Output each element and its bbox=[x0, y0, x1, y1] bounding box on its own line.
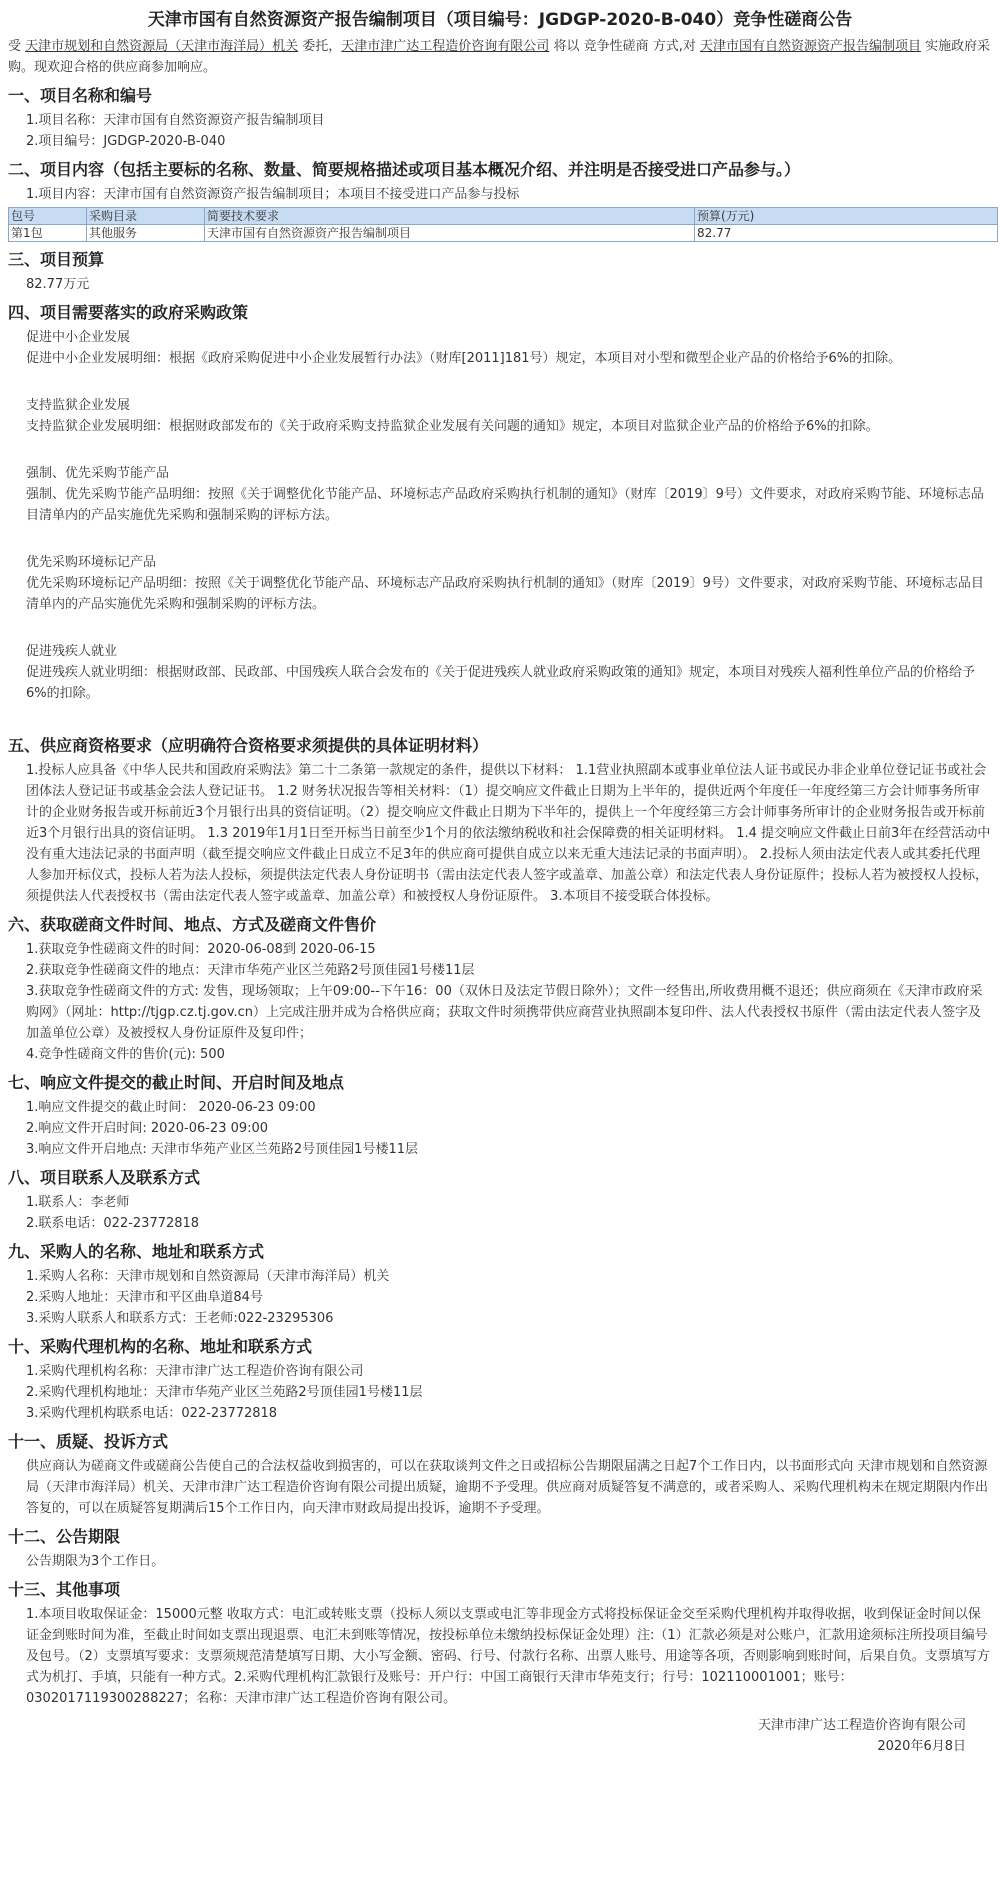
table-cell: 第1包 bbox=[9, 225, 87, 242]
table-cell: 82.77 bbox=[695, 225, 998, 242]
project-name: 1.项目名称：天津市国有自然资源资产报告编制项目 bbox=[26, 113, 325, 128]
budget-value: 82.77万元 bbox=[26, 277, 90, 292]
table-header-cell: 采购目录 bbox=[87, 208, 205, 225]
page-title: 天津市国有自然资源资产报告编制项目（项目编号：JGDGP-2020-B-040）竞争性磋商公告 bbox=[147, 10, 853, 30]
section-heading-7: 七、响应文件提交的截止时间、开启时间及地点 bbox=[8, 1073, 345, 1092]
table-header-row bbox=[9, 208, 998, 225]
project-content: 1.项目内容：天津市国有自然资源资产报告编制项目；本项目不接受进口产品参与投标 bbox=[26, 187, 520, 202]
package-table bbox=[8, 207, 998, 242]
intro-text-2: 委托， bbox=[298, 39, 342, 54]
table-cell: 天津市国有自然资源资产报告编制项目 bbox=[205, 225, 695, 242]
obtain-place: 2.获取竞争性磋商文件的地点：天津市华苑产业区兰苑路2号顶佳园1号楼11层 bbox=[26, 963, 475, 978]
policy-title: 促进中小企业发展 bbox=[26, 330, 131, 345]
section-heading-11: 十一、质疑、投诉方式 bbox=[8, 1432, 169, 1451]
intro-text-1: 受 bbox=[8, 39, 26, 54]
submit-deadline: 1.响应文件提交的截止时间： 2020-06-23 09:00 bbox=[26, 1100, 316, 1115]
policy-title: 强制、优先采购节能产品 bbox=[26, 466, 170, 481]
policy-desc: 优先采购环境标记产品明细：按照《关于调整优化节能产品、环境标志产品政府采购执行机制的通知》（财库〔2019〕9号）文件要求，对政府采购节能、环境标志品目清单内的产品实施优先采购和强制采购的评标方法。 bbox=[26, 576, 984, 612]
policy-title: 优先采购环境标记产品 bbox=[26, 555, 157, 570]
contact-phone: 2.联系电话：022-23772818 bbox=[26, 1216, 200, 1231]
obtain-method: 3.获取竞争性磋商文件的方式: 发售，现场领取；上午09:00--下午16：00（双休日及法定节假日除外）；文件一经售出,所收费用概不退还；供应商须在《天津市政府采购网》（网址：http://tjgp.cz.tj.gov.cn）上完成注册并成为合格供应商；获取文件时须携带供应商营业执照副本复印件、法人代表授权书原件（需由法定代表人签字及加盖单位公章）及被授权人身份证原件及复印件； bbox=[26, 984, 983, 1041]
section-heading-2: 二、项目内容（包括主要标的名称、数量、简要规格描述或项目基本概况介绍、并注明是否接受进口产品参与。） bbox=[8, 160, 801, 179]
policy-title: 促进残疾人就业 bbox=[26, 644, 118, 659]
agency-address: 2.采购代理机构地址：天津市华苑产业区兰苑路2号顶佳园1号楼11层 bbox=[26, 1385, 423, 1400]
section-heading-4: 四、项目需要落实的政府采购政策 bbox=[8, 303, 249, 322]
table-header-cell: 包号 bbox=[9, 208, 87, 225]
policy-desc: 强制、优先采购节能产品明细：按照《关于调整优化节能产品、环境标志产品政府采购执行机制的通知》（财库〔2019〕9号）文件要求，对政府采购节能、环境标志品目清单内的产品实施优先采购和强制采购的评标方法。 bbox=[26, 487, 984, 523]
section-heading-5: 五、供应商资格要求（应明确符合资格要求须提供的具体证明材料） bbox=[8, 736, 489, 755]
purchaser-name: 1.采购人名称：天津市规划和自然资源局（天津市海洋局）机关 bbox=[26, 1269, 390, 1284]
project-number: 2.项目编号：JGDGP-2020-B-040 bbox=[26, 134, 226, 149]
table-cell: 其他服务 bbox=[87, 225, 205, 242]
policy-desc: 促进残疾人就业明细：根据财政部、民政部、中国残疾人联合会发布的《关于促进残疾人就业政府采购政策的通知》规定，本项目对残疾人福利性单位产品的价格给予6%的扣除。 bbox=[26, 665, 976, 701]
agency-name: 1.采购代理机构名称：天津市津广达工程造价咨询有限公司 bbox=[26, 1364, 364, 1379]
open-place: 3.响应文件开启地点: 天津市华苑产业区兰苑路2号顶佳园1号楼11层 bbox=[26, 1142, 418, 1157]
table-row bbox=[9, 225, 998, 242]
purchaser-link[interactable]: 天津市规划和自然资源局（天津市海洋局）机关 bbox=[25, 39, 299, 54]
qualification-text: 1.投标人应具备《中华人民共和国政府采购法》第二十二条第一款规定的条件，提供以下材料： 1.1营业执照副本或事业单位法人证书或民办非企业单位登记证书或社会团体法人登记证书或基金会法人登记证书。 1.2 财务状况报告等相关材料：（1）提交响应文件截止日期为上半年的，提供近两个年度任一年度经第三方会计师事务所审计的企业财务报告或开标前近3个月银行出具的资信证明。（2）提交响应文件截止日期为下半年的，提供上一个年度经第三方会计师事务所审计的企业财务报告或开标前近3个月银行出具的资信证明。 1.3 2019年1月1日至开标当日前至少1个月的依法缴纳税收和社会保障费的相关证明材料。 1.4 提交响应文件截止日前3年在经营活动中没有重大违法记录的书面声明（截至提交响应文件截止日成立不足3年的供应商可提供自成立以来无重大违法记录的书面声明）。 2.投标人须由法定代表人或其委托代理人参加开标仪式，投标人若为法人投标，须提供法定代表人身份证明书（需由法定代表人签字或盖章、加盖公章）和法定代表人身份证原件；投标人若为被授权人投标，须提供法人代表授权书（需由法定代表人签字或盖章、加盖公章）和被授权人身份证原件。 3.本项目不接受联合体投标。 bbox=[26, 763, 991, 904]
project-link[interactable]: 天津市国有自然资源资产报告编制项目 bbox=[699, 39, 921, 54]
policy-title: 支持监狱企业发展 bbox=[26, 398, 131, 413]
intro-text-4: 实施政府采购。现欢迎合格的供应商参加响应。 bbox=[8, 39, 991, 75]
section-heading-12: 十二、公告期限 bbox=[8, 1527, 121, 1546]
policy-desc: 促进中小企业发展明细：根据《政府采购促进中小企业发展暂行办法》（财库[2011]181号）规定，本项目对小型和微型企业产品的价格给予6%的扣除。 bbox=[26, 351, 902, 366]
section-heading-8: 八、项目联系人及联系方式 bbox=[8, 1168, 201, 1187]
document-price: 4.竞争性磋商文件的售价(元): 500 bbox=[26, 1047, 225, 1062]
intro-paragraph bbox=[8, 36, 992, 78]
open-time: 2.响应文件开启时间: 2020-06-23 09:00 bbox=[26, 1121, 269, 1136]
contact-person: 1.联系人：李老师 bbox=[26, 1195, 130, 1210]
table-header-cell: 简要技术要求 bbox=[205, 208, 695, 225]
other-matters-text: 1.本项目收取保证金：15000元整 收取方式：电汇或转账支票（投标人须以支票或电汇等非现金方式将投标保证金交至采购代理机构并取得收据，收到保证金时间以保证金到账时间为准，至截止时间如支票出现退票、电汇未到账等情况，按投标单位未缴纳投标保证金处理）注:（1）汇款必须是对公账户，汇款用途须标注所投项目编号及包号。（2）支票填写要求：支票须规范清楚填写日期、大小写金额、密码、行号、付款行名称、出票人账号、用途等各项，否则影响到账时间，后果自负。支票填写方式为机打、手填，只能有一种方式。2.采购代理机构汇款银行及账号：开户行：中国工商银行天津市华苑支行；行号：102110001001；账号：0302017119300288227；名称：天津市津广达工程造价咨询有限公司。 bbox=[26, 1607, 990, 1706]
section-heading-6: 六、获取磋商文件时间、地点、方式及磋商文件售价 bbox=[8, 915, 377, 934]
section-heading-9: 九、采购人的名称、地址和联系方式 bbox=[8, 1242, 265, 1261]
purchaser-contact: 3.采购人联系人和联系方式：王老师:022-23295306 bbox=[26, 1311, 334, 1326]
section-heading-1: 一、项目名称和编号 bbox=[8, 86, 153, 105]
notice-period: 公告期限为3个工作日。 bbox=[26, 1554, 165, 1569]
footer-date: 2020年6月8日 bbox=[877, 1739, 966, 1754]
agency-phone: 3.采购代理机构联系电话：022-23772818 bbox=[26, 1406, 278, 1421]
agency-link[interactable]: 天津市津广达工程造价咨询有限公司 bbox=[341, 39, 550, 54]
footer-org: 天津市津广达工程造价咨询有限公司 bbox=[757, 1718, 966, 1733]
section-heading-13: 十三、其他事项 bbox=[8, 1580, 121, 1599]
section-heading-3: 三、项目预算 bbox=[8, 250, 105, 269]
complaint-text: 供应商认为磋商文件或磋商公告使自己的合法权益收到损害的，可以在获取谈判文件之日或招标公告期限届满之日起7个工作日内，以书面形式向 天津市规划和自然资源局（天津市海洋局）机关、天津市津广达工程造价咨询有限公司提出质疑，逾期不予受理。供应商对质疑答复不满意的，或者采购人、采购代理机构未在规定期限内作出答复的，可以在质疑答复期满后15个工作日内，向天津市财政局提出投诉，逾期不予受理。 bbox=[26, 1459, 989, 1516]
section-heading-10: 十、采购代理机构的名称、地址和联系方式 bbox=[8, 1337, 313, 1356]
intro-text-3: 将以 竞争性磋商 方式,对 bbox=[549, 39, 700, 54]
policy-desc: 支持监狱企业发展明细：根据财政部发布的《关于政府采购支持监狱企业发展有关问题的通知》规定，本项目对监狱企业产品的价格给予6%的扣除。 bbox=[26, 419, 879, 434]
obtain-time: 1.获取竞争性磋商文件的时间：2020-06-08到 2020-06-15 bbox=[26, 942, 376, 957]
table-header-cell: 预算(万元) bbox=[695, 208, 998, 225]
purchaser-address: 2.采购人地址：天津市和平区曲阜道84号 bbox=[26, 1290, 263, 1305]
